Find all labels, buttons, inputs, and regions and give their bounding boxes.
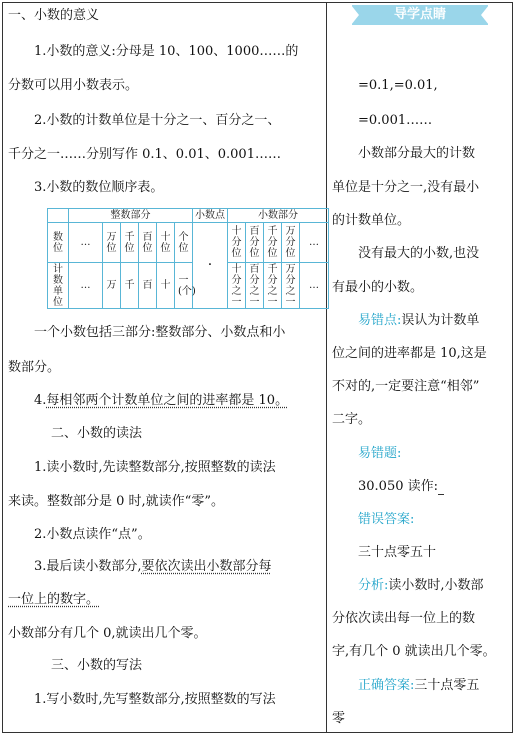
question-text: 30.050 读作: [358,479,438,494]
note-line: =0.001…… [358,113,433,128]
label-error-question: 易错题: [358,446,402,461]
table-header-decimal: 小数部分 [228,209,329,223]
note-line [358,578,484,594]
paragraph-line: 数部分。 [8,360,61,375]
table-cell: 百位 [142,231,153,254]
paragraph-line: 小数部分有几个 0,就读出几个零。 [8,626,207,641]
paragraph-line [34,393,288,409]
column-divider [326,2,327,733]
paragraph-line: 1.小数的意义:分母是 10、100、1000……的 [34,44,299,59]
list-number: 4. [34,393,47,408]
emphasized-text: 一位上的数字。 [8,592,100,607]
note-line [358,678,479,694]
table-cell: 千分之一 [267,263,278,308]
table-cell: 一(个) [178,274,196,297]
label-analysis: 分析: [358,578,389,593]
table-cell: 千分位 [267,226,278,259]
table-cell: 十 [157,263,175,309]
note-line: 位之间的进率都是 10,这是 [332,346,487,361]
note-line [358,313,479,329]
paragraph-line: 2.小数的计数单位是十分之一、百分之一、 [34,113,281,128]
table-cell: 千位 [124,231,135,254]
table-cell: 十分位 [231,226,242,259]
table-cell: … [69,263,103,309]
label-common-error: 易错点: [358,313,402,328]
note-text: 三十点零五 [414,678,480,693]
decimal-point-cell: · [193,223,228,309]
table-cell: 百 [139,263,157,309]
table-cell: … [69,223,103,263]
table-cell: 万 [103,263,121,309]
label-wrong-answer: 错误答案: [358,512,415,527]
note-line: 有最小的小数。 [332,280,424,295]
emphasized-text: 每相邻两个计数单位之间的进率都是 10。 [46,393,289,408]
table-cell: 万分位 [285,226,296,259]
section-title-reading: 二、小数的读法 [51,426,143,441]
note-line: 没有最大的小数,也没 [358,246,480,261]
note-line: 单位是十分之一,没有最小 [332,180,480,195]
answer-blank [438,482,444,495]
note-line: 三十点零五十 [358,545,437,560]
table-cell: 十位 [160,231,171,254]
note-line: 不对的,一定要注意“相邻” [332,379,480,394]
paragraph-line: 1.写小数时,先写整数部分,按照整数的写法 [34,692,276,707]
table-cell: 百分位 [249,226,260,259]
table-cell: … [300,223,329,263]
table-cell: 百分之一 [249,263,260,308]
note-line [358,479,444,495]
paragraph-line: 分数可以用小数表示。 [8,78,139,93]
row-label-place: 数位 [53,231,63,254]
place-value-table [47,208,329,309]
paragraph-line: 千分之一……分别写作 0.1、0.01、0.001…… [8,147,281,162]
note-line: 字,有几个 0 就读出几个零。 [332,644,496,659]
note-line: 二字。 [332,412,372,427]
note-line: 小数部分最大的计数 [358,146,476,161]
paragraph-line: 3.小数的数位顺序表。 [34,180,164,195]
section-title-writing: 三、小数的写法 [51,658,143,673]
table-cell: 万位 [106,231,117,254]
plain-text: 3.最后读小数部分, [34,559,142,574]
note-line: 的计数单位。 [332,213,411,228]
paragraph-line: 2.小数点读作“点”。 [34,527,151,542]
table-header-point: 小数点 [193,209,228,223]
paragraph-line [34,559,272,575]
section-title-meaning: 一、小数的意义 [8,8,100,23]
row-label-unit: 计数单位 [53,263,63,308]
emphasized-text: 要依次读出小数部分每 [141,559,272,574]
guide-badge [352,5,488,25]
note-line: 零 [332,711,346,726]
note-line: 分依次读出每一位上的数 [332,611,476,626]
table-cell: 万分之一 [285,263,296,308]
table-cell: … [300,263,329,309]
label-correct-answer: 正确答案: [358,678,415,693]
note-line: =0.1,=0.01, [358,78,438,93]
paragraph-line: 1.读小数时,先读整数部分,按照整数的读法 [34,460,276,475]
paragraph-line: 一个小数包括三部分:整数部分、小数点和小 [34,325,286,340]
note-text: 读小数时,小数部 [388,578,484,593]
paragraph-line [8,592,99,608]
note-text: 误认为计数单 [401,313,480,328]
table-cell: 个位 [178,231,189,254]
table-cell: 千 [121,263,139,309]
table-header-integer: 整数部分 [69,209,193,223]
table-cell: 十分之一 [231,263,242,308]
badge-title: 导学点睛 [393,7,446,22]
paragraph-line: 来读。整数部分是 0 时,就读作“零”。 [8,494,224,509]
